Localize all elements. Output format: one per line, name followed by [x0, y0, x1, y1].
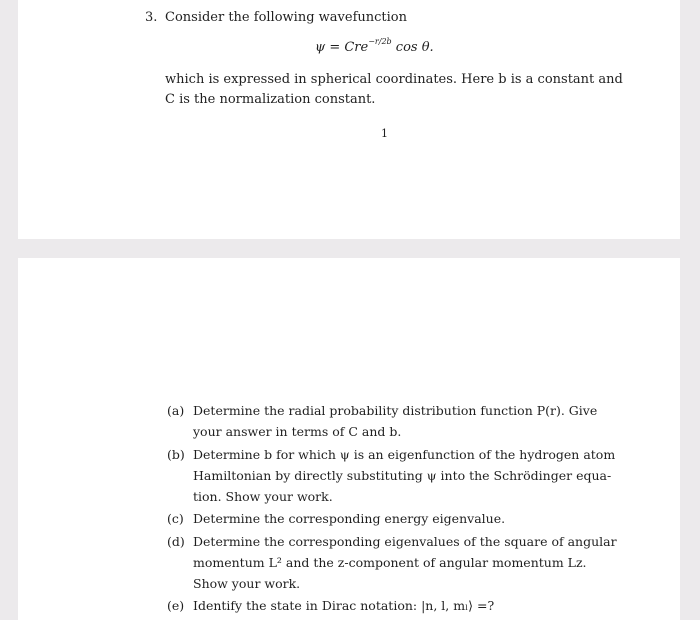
- item-line: Determine the corresponding eigenvalues of the square of angular: [193, 534, 617, 549]
- page-number: 1: [381, 127, 388, 140]
- item-label: (c): [167, 511, 184, 526]
- item-label: (d): [167, 534, 185, 549]
- question-item-c: [167, 508, 505, 529]
- item-line: tion. Show your work.: [193, 489, 333, 504]
- item-line: Identify the state in Dirac notation: |n, l, mₗ⟩ =?: [193, 598, 495, 613]
- wavefunction-equation: [315, 37, 434, 57]
- problem-intro: Consider the following wavefunction: [165, 10, 407, 25]
- item-line: Hamiltonian by directly substituting ψ into the Schrödinger equa-: [193, 468, 612, 483]
- item-label: (a): [167, 403, 185, 418]
- question-item-b: [167, 444, 615, 507]
- question-item-e: [167, 595, 494, 616]
- item-line: momentum L² and the z-component of angular momentum Lz.: [193, 555, 587, 570]
- question-item-d: [167, 531, 617, 594]
- equation-lhs: ψ = Cre: [315, 40, 369, 55]
- item-line: Show your work.: [193, 576, 301, 591]
- page-1: [18, 0, 680, 239]
- equation-exponent: −r/2b: [368, 37, 392, 46]
- item-line: Determine b for which ψ is an eigenfunction of the hydrogen atom: [193, 447, 616, 462]
- item-label: (e): [167, 598, 185, 613]
- description-line-1: which is expressed in spherical coordinates. Here b is a constant and: [165, 72, 623, 87]
- equation-rhs: cos θ.: [395, 40, 434, 55]
- item-line: Determine the corresponding energy eigenvalue.: [193, 511, 506, 526]
- item-line: your answer in terms of C and b.: [193, 424, 402, 439]
- problem-number: 3.: [145, 10, 158, 25]
- item-label: (b): [167, 447, 185, 462]
- question-item-a: [167, 400, 597, 442]
- item-line: Determine the radial probability distribution function P(r). Give: [193, 403, 598, 418]
- description-line-2: C is the normalization constant.: [165, 92, 376, 107]
- page-2: [18, 258, 680, 620]
